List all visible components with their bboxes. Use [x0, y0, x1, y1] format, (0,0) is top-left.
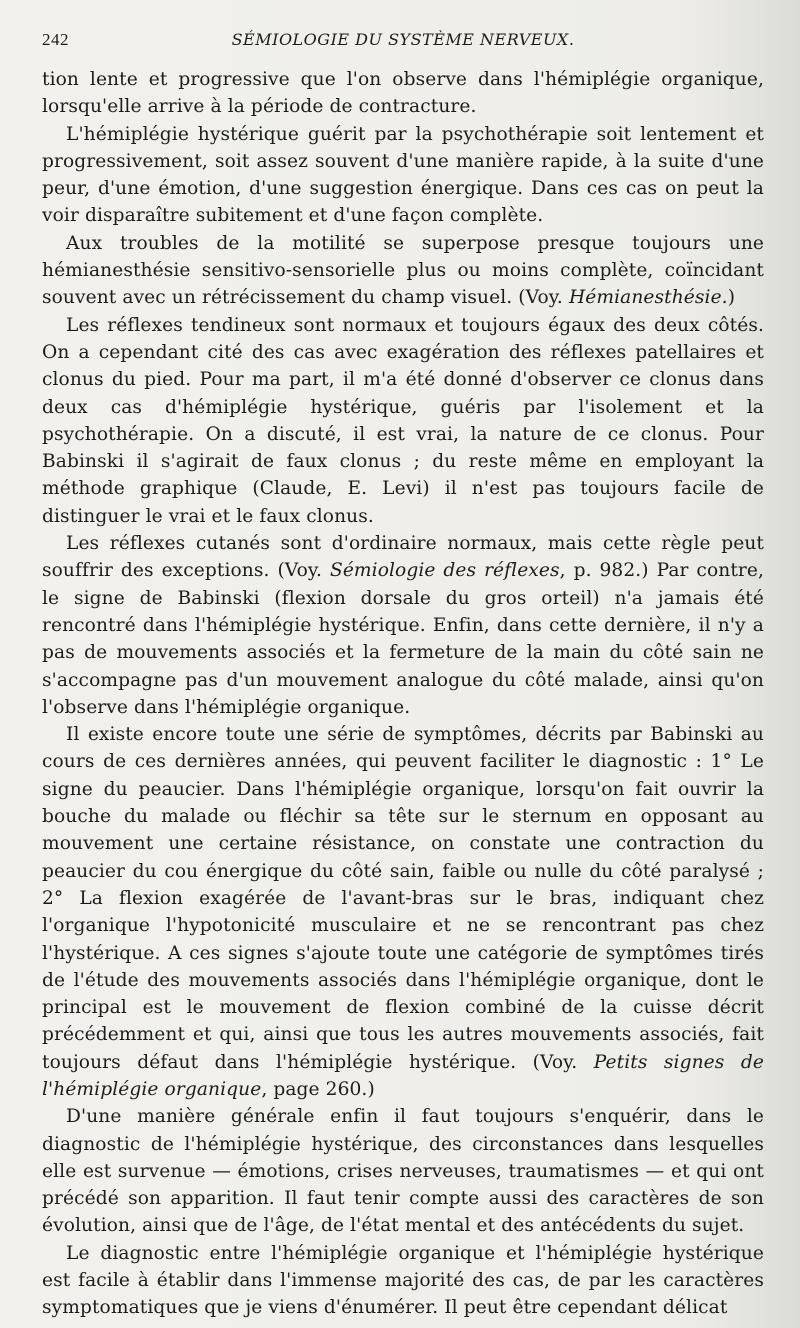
paragraph: Aux troubles de la motilité se superpose presque toujours une hémianesthésie sensitivo-sensorielle plus ou moins complète, coïncidant souvent avec un rétrécissement du champ visuel. (Voy. Hémianesthésie.)	[42, 232, 764, 309]
cross-reference: Petits signes de l'hémiplégie organique	[42, 1051, 764, 1100]
paragraph: Les réflexes cutanés sont d'ordinaire normaux, mais cette règle peut souffrir des exceptions. (Voy. Sémiologie des réflexes, p. 982.) Par contre, le signe de Babinski (flexion dorsale du gros orteil) n'a jamais été rencontré dans l'hémiplégie hystérique. Enfin, dans cette dernière, il n'y a pas de mouvements associés et la fermeture de la main du côté sain ne s'accompagne pas d'un mouvement analogue du côté malade, ainsi qu'on l'observe dans l'hémiplégie organique.	[42, 533, 764, 718]
paragraph: D'une manière générale enfin il faut toujours s'enquérir, dans le diagnostic de l'hémiplégie hystérique, des circonstances dans lesquelles elle est survenue — émotions, crises nerveuses, traumatismes — et qui ont précédé son apparition. Il faut tenir compte aussi des caractères de son évolution, ainsi que de l'âge, de l'état mental et des antécédents du sujet.	[42, 1106, 764, 1237]
running-head: SÉMIOLOGIE DU SYSTÈME NERVEUX.	[231, 30, 575, 49]
body-text	[42, 66, 764, 1322]
cross-reference: Sémiologie des réflexes	[329, 560, 560, 582]
cross-reference: Hémianesthésie.	[568, 287, 728, 309]
paragraph: Le diagnostic entre l'hémiplégie organique et l'hémiplégie hystérique est facile à établir dans l'immense majorité des cas, de par les caractères symptomatiques que je viens d'énumérer. Il peut être cependant délicat	[42, 1242, 764, 1319]
page-header	[42, 30, 764, 66]
page-number: 242	[42, 30, 69, 49]
paragraph: Les réflexes tendineux sont normaux et toujours égaux des deux côtés. On a cependant cité des cas avec exagération des réflexes patellaires et clonus du pied. Pour ma part, il m'a été donné d'observer ce clonus dans deux cas d'hémiplégie hystérique, guéris par l'isolement et la psychothérapie. On a discuté, il est vrai, la nature de ce clonus. Pour Babinski il s'agirait de faux clonus ; du reste même en employant la méthode graphique (Claude, E. Levi) il n'est pas toujours facile de distinguer le vrai et le faux clonus.	[42, 314, 764, 527]
paragraph: tion lente et progressive que l'on observe dans l'hémiplégie organique, lorsqu'elle arrive à la période de contracture.	[42, 69, 764, 118]
paragraph: L'hémiplégie hystérique guérit par la psychothérapie soit lentement et progressivement, soit assez souvent d'une manière rapide, à la suite d'une peur, d'une émotion, d'une suggestion énergique. Dans ces cas on peut la voir disparaître subitement et d'une façon complète.	[42, 123, 764, 227]
paragraph: Il existe encore toute une série de symptômes, décrits par Babinski au cours de ces dernières années, qui peuvent faciliter le diagnostic : 1° Le signe du peaucier. Dans l'hémiplégie organique, lorsqu'on fait ouvrir la bouche du malade ou fléchir sa tête sur le sternum en opposant au mouvement une certaine résistance, on constate une contraction du peaucier du cou énergique du côté sain, faible ou nulle du côté paralysé ; 2° La flexion exagérée de l'avant-bras sur le bras, indiquant chez l'organique l'hypotonicité musculaire et ne se rencontrant pas chez l'hystérique. A ces signes s'ajoute toute une catégorie de symptômes tirés de l'étude des mouvements associés dans l'hémiplégie organique, dont le principal est le mouvement de flexion combiné de la cuisse décrit précédemment et qui, ainsi que tous les autres mouvements associés, fait toujours défaut dans l'hémiplégie hystérique. (Voy. Petits signes de l'hémiplégie organique, page 260.)	[42, 724, 764, 1100]
